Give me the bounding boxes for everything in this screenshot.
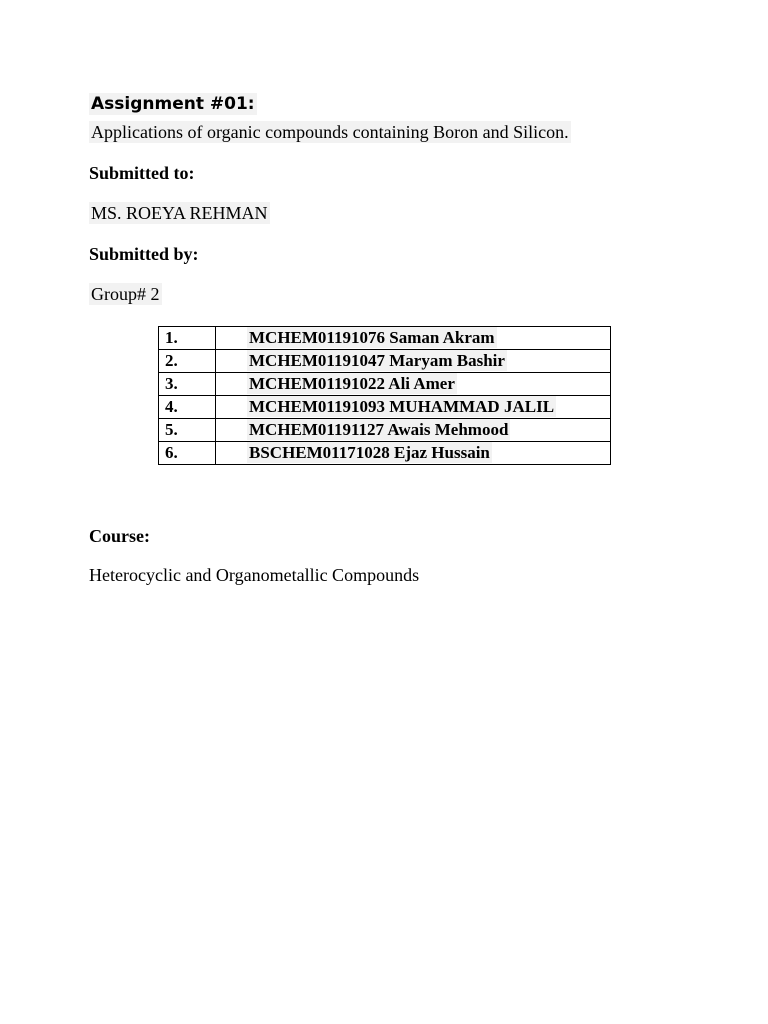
member-name-text: MCHEM01191047 Maryam Bashir <box>249 351 505 370</box>
table-row <box>159 373 611 396</box>
members-table <box>158 326 611 465</box>
member-number: 5. <box>159 419 216 442</box>
course-name: Heterocyclic and Organometallic Compounds <box>89 565 420 585</box>
table-row <box>159 419 611 442</box>
member-name <box>216 327 611 350</box>
member-number: 1. <box>159 327 216 350</box>
member-number: 3. <box>159 373 216 396</box>
member-number: 6. <box>159 442 216 465</box>
submitted-to-name-text: MS. ROEYA REHMAN <box>91 203 268 223</box>
submitted-by-label: Submitted by: <box>89 244 199 264</box>
member-name-text: MCHEM01191022 Ali Amer <box>249 374 455 393</box>
member-name <box>216 396 611 419</box>
table-row <box>159 327 611 350</box>
table-row <box>159 350 611 373</box>
member-name-text: MCHEM01191076 Saman Akram <box>249 328 495 347</box>
group-number <box>89 284 162 305</box>
assignment-description-text: Applications of organic compounds containing Boron and Silicon. <box>91 122 569 142</box>
group-number-text: Group# 2 <box>91 284 160 304</box>
member-number: 4. <box>159 396 216 419</box>
member-name <box>216 442 611 465</box>
course-label: Course: <box>89 526 150 546</box>
table-row <box>159 396 611 419</box>
member-name <box>216 373 611 396</box>
submitted-to-name <box>89 203 270 224</box>
assignment-heading-text: Assignment #01: <box>91 94 255 114</box>
member-name-text: MCHEM01191093 MUHAMMAD JALIL <box>249 397 555 416</box>
submitted-to-label: Submitted to: <box>89 163 195 183</box>
member-name-text: MCHEM01191127 Awais Mehmood <box>249 420 509 439</box>
member-name <box>216 419 611 442</box>
assignment-heading <box>89 94 257 114</box>
member-name-text: BSCHEM01171028 Ejaz Hussain <box>249 443 490 462</box>
table-row <box>159 442 611 465</box>
assignment-description <box>89 122 571 143</box>
member-number: 2. <box>159 350 216 373</box>
member-name <box>216 350 611 373</box>
